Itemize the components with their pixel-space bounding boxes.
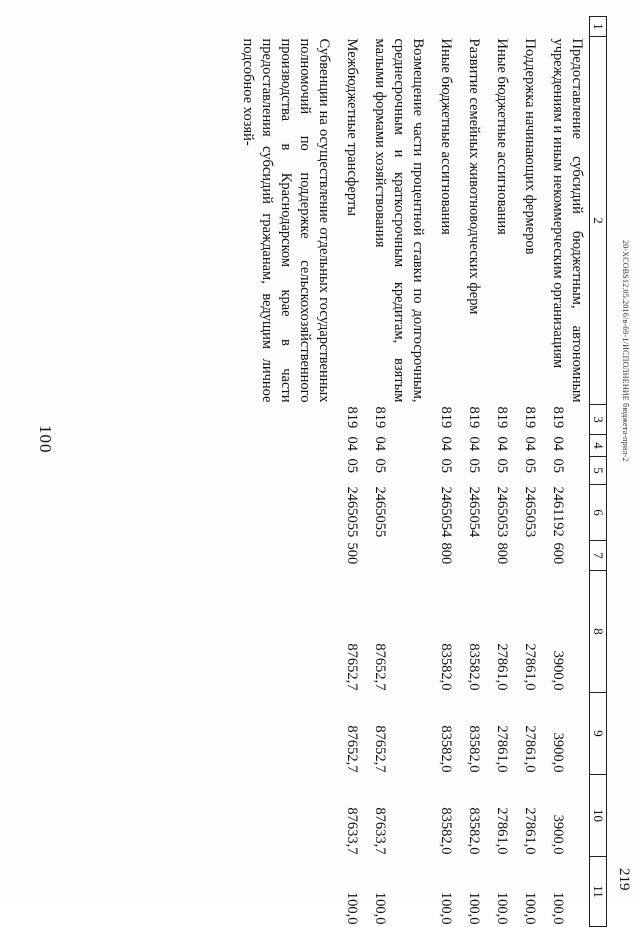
code-pr: 05 <box>522 458 538 473</box>
col-header-10: 10 <box>590 775 607 857</box>
code-vr <box>364 541 430 571</box>
value-approved: 83582,0 <box>438 725 454 773</box>
row-description: Предоставление субсидий бюджетным, автономным учреждениям и иным некоммерческим организациям <box>550 38 585 403</box>
value-percent: 100,0 <box>550 891 566 925</box>
col-header-6: 6 <box>590 485 607 541</box>
code-ved: 819 <box>494 406 510 429</box>
table-row <box>514 17 542 927</box>
value-executed <box>232 775 336 857</box>
value-approved: 83582,0 <box>466 725 482 773</box>
value-plan: 27861,0 <box>522 643 538 691</box>
code-ved: 819 <box>522 406 538 429</box>
row-description: Развитие семейных животноводческих ферм <box>466 38 482 315</box>
code-pr: 05 <box>438 458 454 473</box>
code-pr: 05 <box>466 458 482 473</box>
value-percent: 100,0 <box>438 891 454 925</box>
value-approved: 27861,0 <box>522 725 538 773</box>
value-executed: 83582,0 <box>466 807 482 855</box>
code-rz: 04 <box>372 436 388 451</box>
col-header-11: 11 <box>590 857 607 927</box>
code-vr <box>514 541 542 571</box>
table-row <box>336 17 364 927</box>
table-row <box>364 17 430 927</box>
table-row <box>430 17 458 927</box>
code-pr <box>232 457 336 485</box>
value-percent: 100,0 <box>466 891 482 925</box>
row-description: Субвенции на осуществление отдельных государственных полномочий по поддержке сельскохозяйственного производства в Краснодарском крае в части предоставления субсидий гражданам, ведущим личное подсобное хозяй- <box>240 38 332 403</box>
table-row <box>542 17 590 927</box>
code-ved: 819 <box>372 406 388 429</box>
value-percent <box>232 857 336 927</box>
code-vr <box>458 541 486 571</box>
code-csr: 2465054 <box>438 486 454 538</box>
value-plan: 87652,7 <box>344 643 360 691</box>
value-approved <box>232 693 336 775</box>
value-plan: 83582,0 <box>438 643 454 691</box>
col-header-4: 4 <box>590 435 607 457</box>
code-ved: 819 <box>550 406 566 429</box>
code-pr: 05 <box>494 458 510 473</box>
row-description: Возмещение части процентной ставки по долгосрочным, среднесрочным и краткосрочным кредитам, взятым малыми формами хозяйствования <box>372 38 426 403</box>
col-header-3: 3 <box>590 405 607 435</box>
code-rz: 04 <box>438 436 454 451</box>
value-executed: 83582,0 <box>438 807 454 855</box>
value-approved: 87652,7 <box>344 725 360 773</box>
col-header-5: 5 <box>590 457 607 485</box>
value-plan: 87652,7 <box>372 643 388 691</box>
table-row <box>486 17 514 927</box>
budget-table <box>232 16 607 927</box>
value-approved: 3900,0 <box>550 732 566 773</box>
col-header-7: 7 <box>590 541 607 571</box>
value-plan: 83582,0 <box>466 643 482 691</box>
value-executed: 87633,7 <box>372 807 388 855</box>
code-vr: 600 <box>550 542 566 565</box>
value-percent: 100,0 <box>494 891 510 925</box>
code-rz: 04 <box>344 436 360 451</box>
code-pr: 05 <box>550 458 566 473</box>
sheet-number: 219 <box>616 868 632 891</box>
value-approved: 87652,7 <box>372 725 388 773</box>
code-ved: 819 <box>344 406 360 429</box>
row-description: Иные бюджетные ассигнования <box>494 38 510 235</box>
code-csr: 2465055 <box>372 486 388 538</box>
row-description: Поддержка начинающих фермеров <box>522 38 538 255</box>
column-number-header <box>590 17 607 927</box>
col-header-9: 9 <box>590 693 607 775</box>
code-ved: 819 <box>438 406 454 429</box>
code-rz: 04 <box>466 436 482 451</box>
code-vr: 800 <box>438 542 454 565</box>
col-header-8: 8 <box>590 571 607 693</box>
code-pr: 05 <box>344 458 360 473</box>
code-vr: 500 <box>344 542 360 565</box>
table-row <box>458 17 486 927</box>
code-rz <box>232 435 336 457</box>
row-description: Иные бюджетные ассигнования <box>438 38 454 235</box>
code-csr: 2465055 <box>344 486 360 538</box>
page-number: 100 <box>36 425 55 454</box>
code-csr: 2465054 <box>466 486 482 538</box>
value-percent: 100,0 <box>372 891 388 925</box>
budget-table-wrap <box>232 16 607 925</box>
code-csr <box>232 485 336 541</box>
col-header-1: 1 <box>590 17 607 37</box>
table-row <box>232 17 336 927</box>
value-percent: 100,0 <box>344 891 360 925</box>
value-percent: 100,0 <box>522 891 538 925</box>
code-vr: 800 <box>494 542 510 565</box>
code-ved: 819 <box>466 406 482 429</box>
value-plan: 27861,0 <box>494 643 510 691</box>
value-plan: 3900,0 <box>550 650 566 691</box>
value-executed: 27861,0 <box>494 807 510 855</box>
code-rz: 04 <box>522 436 538 451</box>
value-executed: 27861,0 <box>522 807 538 855</box>
row-description: Межбюджетные трансферты <box>344 38 360 217</box>
code-ved <box>232 405 336 435</box>
code-rz: 04 <box>550 436 566 451</box>
col-header-2: 2 <box>590 37 607 405</box>
value-approved: 27861,0 <box>494 725 510 773</box>
code-csr: 2465053 <box>494 486 510 538</box>
code-csr: 2461192 <box>550 486 566 537</box>
code-pr: 05 <box>372 458 388 473</box>
code-rz: 04 <box>494 436 510 451</box>
code-csr: 2465053 <box>522 486 538 538</box>
file-reference: 20-XCOBS12.05.2016/в-69-1/ИСПОЛНЕНИЕ бюджета-прил-2 <box>621 240 630 462</box>
value-plan <box>232 571 336 693</box>
value-executed: 87633,7 <box>344 807 360 855</box>
value-executed: 3900,0 <box>550 814 566 855</box>
code-vr <box>232 541 336 571</box>
